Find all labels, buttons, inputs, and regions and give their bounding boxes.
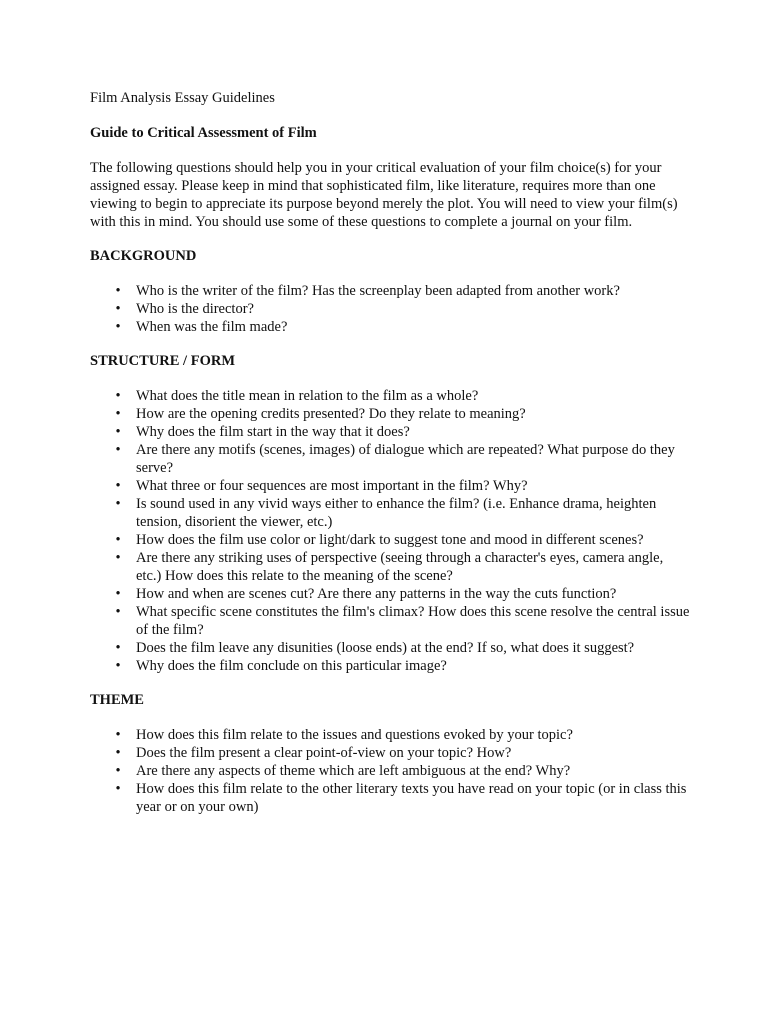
bullet-icon: • — [115, 658, 121, 674]
bullet-icon: • — [115, 727, 121, 743]
section-theme — [90, 691, 690, 816]
list-item-text: What specific scene constitutes the film's climax? How does this scene resolve the central issue of the film? — [136, 604, 690, 638]
list-item-text: Are there any motifs (scenes, images) of dialogue which are repeated? What purpose do they serve? — [136, 442, 675, 476]
section-structure-form — [90, 352, 690, 675]
bullet-icon: • — [115, 442, 121, 458]
list-item — [90, 531, 690, 549]
section-background — [90, 247, 690, 336]
document-title: Film Analysis Essay Guidelines — [90, 90, 275, 106]
list-item — [90, 318, 690, 336]
list-item — [90, 780, 690, 816]
bullet-icon: • — [115, 781, 121, 797]
bullet-icon: • — [115, 745, 121, 761]
list-item — [90, 744, 690, 762]
section-heading: STRUCTURE / FORM — [90, 353, 236, 369]
question-list — [90, 282, 690, 336]
list-item — [90, 405, 690, 423]
list-item — [90, 387, 690, 405]
list-item — [90, 639, 690, 657]
list-item — [90, 495, 690, 531]
section-heading: BACKGROUND — [90, 248, 197, 264]
list-item — [90, 585, 690, 603]
list-item-text: How does this film relate to the issues and questions evoked by your topic? — [136, 727, 573, 743]
list-item-text: Is sound used in any vivid ways either to enhance the film? (i.e. Enhance drama, heighten tension, disorient the viewer, etc.) — [136, 496, 657, 530]
list-item — [90, 441, 690, 477]
intro-paragraph: The following questions should help you in your critical evaluation of your film choice(s) for your assigned essay. Please keep in mind that sophisticated film, like literature, requires more than one viewing to begin to appreciate its purpose beyond merely the plot. You will need to view your film(s) with this in mind. You should use some of these questions to complete a journal on your film. — [90, 160, 678, 230]
list-item — [90, 603, 690, 639]
list-item-text: How does the film use color or light/dark to suggest tone and mood in different scenes? — [136, 532, 644, 548]
bullet-icon: • — [115, 424, 121, 440]
list-item-text: How are the opening credits presented? Do they relate to meaning? — [136, 406, 526, 422]
list-item — [90, 726, 690, 744]
list-item — [90, 657, 690, 675]
bullet-icon: • — [115, 388, 121, 404]
list-item-text: What does the title mean in relation to the film as a whole? — [136, 388, 479, 404]
list-item — [90, 762, 690, 780]
list-item — [90, 549, 690, 585]
list-item-text: Who is the writer of the film? Has the screenplay been adapted from another work? — [136, 283, 620, 299]
question-list — [90, 387, 690, 675]
bullet-icon: • — [115, 532, 121, 548]
bullet-icon: • — [115, 763, 121, 779]
document-page — [90, 89, 690, 832]
list-item-text: Are there any aspects of theme which are left ambiguous at the end? Why? — [136, 763, 571, 779]
list-item-text: How does this film relate to the other literary texts you have read on your topic (or in class this year or on your own) — [136, 781, 687, 815]
list-item-text: Are there any striking uses of perspective (seeing through a character's eyes, camera angle, etc.) How does this relate to the meaning of the scene? — [136, 550, 664, 584]
list-item — [90, 423, 690, 441]
list-item — [90, 282, 690, 300]
list-item — [90, 300, 690, 318]
bullet-icon: • — [115, 640, 121, 656]
list-item-text: Why does the film start in the way that it does? — [136, 424, 410, 440]
question-list — [90, 726, 690, 816]
list-item-text: Why does the film conclude on this particular image? — [136, 658, 447, 674]
list-item-text: Does the film present a clear point-of-view on your topic? How? — [136, 745, 512, 761]
list-item-text: Who is the director? — [136, 301, 254, 317]
bullet-icon: • — [115, 283, 121, 299]
list-item-text: What three or four sequences are most important in the film? Why? — [136, 478, 528, 494]
document-subtitle: Guide to Critical Assessment of Film — [90, 125, 317, 141]
bullet-icon: • — [115, 586, 121, 602]
bullet-icon: • — [115, 550, 121, 566]
bullet-icon: • — [115, 319, 121, 335]
list-item — [90, 477, 690, 495]
bullet-icon: • — [115, 604, 121, 620]
bullet-icon: • — [115, 301, 121, 317]
list-item-text: When was the film made? — [136, 319, 288, 335]
section-heading: THEME — [90, 692, 144, 708]
list-item-text: How and when are scenes cut? Are there any patterns in the way the cuts function? — [136, 586, 617, 602]
bullet-icon: • — [115, 496, 121, 512]
bullet-icon: • — [115, 406, 121, 422]
list-item-text: Does the film leave any disunities (loose ends) at the end? If so, what does it suggest? — [136, 640, 635, 656]
bullet-icon: • — [115, 478, 121, 494]
